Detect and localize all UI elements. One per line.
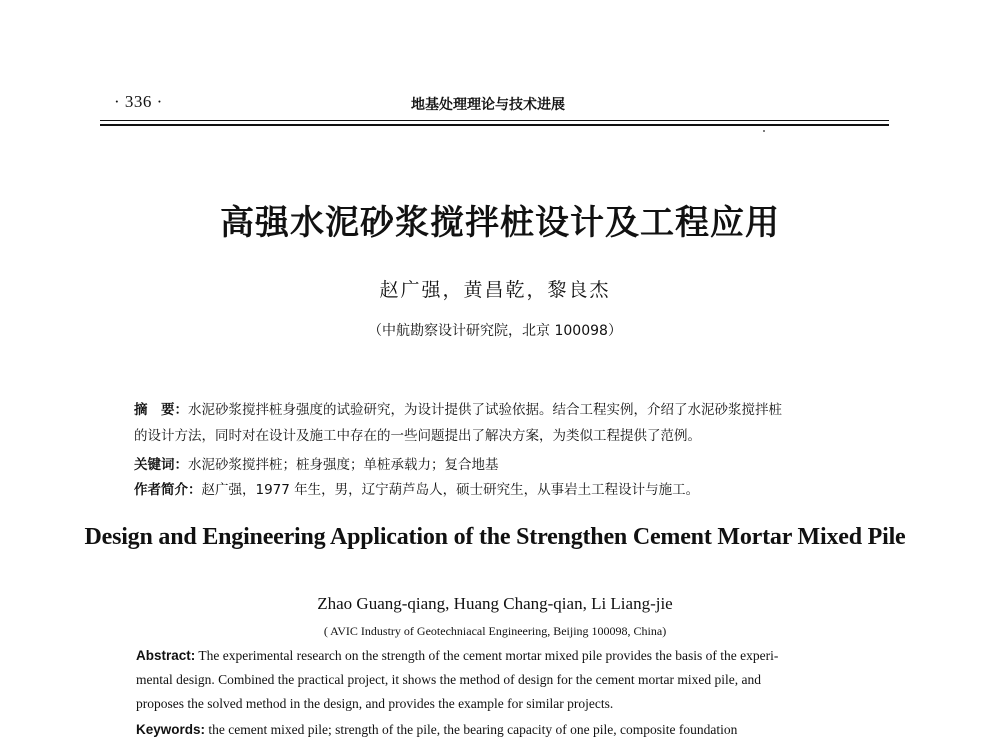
chinese-author-label: 作者简介： <box>134 482 202 498</box>
english-abstract <box>136 644 866 716</box>
chinese-affiliation: （中航勘察设计研究院，北京 100098） <box>368 323 622 339</box>
english-abstract-label: Abstract: <box>136 648 196 663</box>
chinese-title: 高强水泥砂浆搅拌桩设计及工程应用 <box>220 203 780 243</box>
english-abstract-line-2: mental design. Combined the practical project, it shows the method of design for the cement mortar mixed pile, and <box>136 672 761 687</box>
english-affiliation: ( AVIC Industry of Geotechniacal Engineering, Beijing 100098, China) <box>323 624 667 638</box>
english-keywords-text: the cement mixed pile; strength of the pile, the bearing capacity of one pile, composite foundation <box>205 722 738 737</box>
chinese-author-text: 赵广强，1977 年生，男，辽宁葫芦岛人，硕士研究生，从事岩土工程设计与施工。 <box>201 482 700 498</box>
english-keywords-label: Keywords: <box>136 722 206 737</box>
chinese-authors: 赵广强，黄昌乾，黎良杰 <box>379 279 611 301</box>
chinese-abstract-line-2: 的设计方法，同时对在设计及施工中存在的一些问题提出了解决方案，为类似工程提供了范例。 <box>134 428 701 444</box>
chinese-author-bio <box>134 477 874 503</box>
chinese-abstract-text-1: 水泥砂浆搅拌桩身强度的试验研究，为设计提供了试验依据。结合工程实例，介绍了水泥砂浆搅拌桩 <box>188 402 782 418</box>
header-rule-thick <box>100 124 889 126</box>
english-title: Design and Engineering Application of the Strengthen Cement Mortar Mixed Pile <box>84 524 906 550</box>
header-rule-thin <box>100 120 889 121</box>
chinese-keywords <box>134 452 874 478</box>
chinese-abstract <box>134 397 874 449</box>
english-authors: Zhao Guang-qiang, Huang Chang-qian, Li Liang-jie <box>317 594 673 613</box>
running-title: 地基处理理论与技术进展 <box>411 97 565 113</box>
chinese-abstract-label: 摘 要： <box>134 402 188 418</box>
english-keywords <box>136 718 866 742</box>
english-abstract-text-1: The experimental research on the strength of the cement mortar mixed pile provides the basis of the experi- <box>195 648 779 663</box>
chinese-keywords-text: 水泥砂浆搅拌桩；桩身强度；单桩承载力；复合地基 <box>188 457 499 473</box>
english-abstract-line-1 <box>136 644 866 668</box>
chinese-abstract-line-1 <box>134 397 874 423</box>
english-abstract-line-3: proposes the solved method in the design, and provides the example for similar projects. <box>136 696 614 711</box>
scan-speck <box>763 130 765 132</box>
page-number: · 336 · <box>114 92 163 111</box>
chinese-keywords-label: 关键词： <box>134 457 188 473</box>
